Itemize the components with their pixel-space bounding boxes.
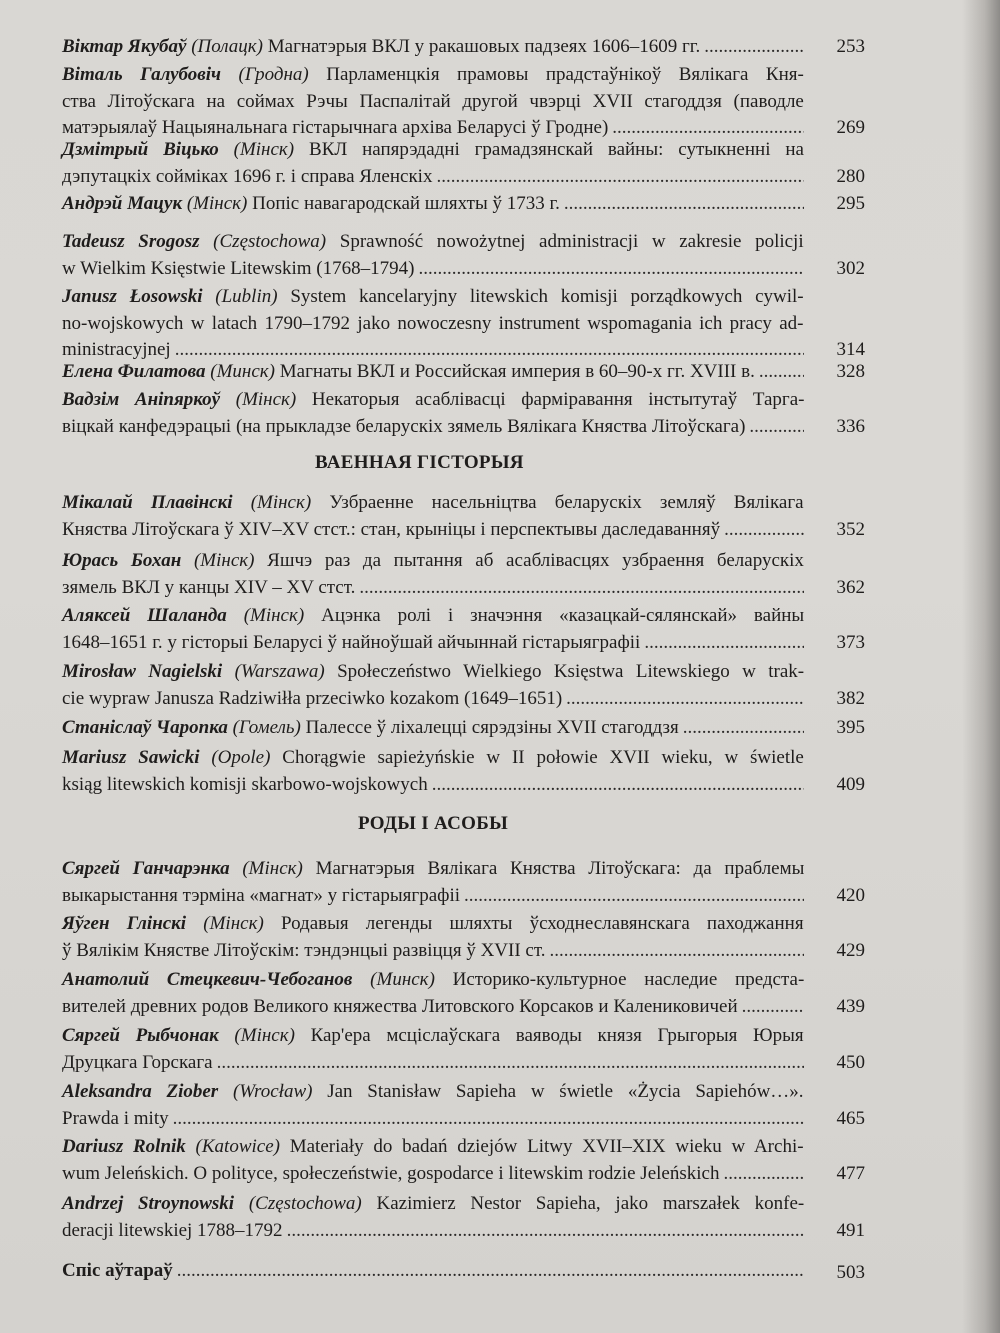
entry-city: (Гомель) xyxy=(232,717,301,738)
leader-dots xyxy=(724,517,804,544)
toc-entry[interactable] xyxy=(62,1134,804,1187)
entry-city: (Мінск) xyxy=(186,193,248,214)
page-number: 295 xyxy=(836,193,865,214)
entry-title-text: no-wojskowych w latach 1790–1792 jako nowoczesny instrument wspomagania ich pracy ad- xyxy=(62,312,804,334)
entry-author: Віталь Галубовіч xyxy=(62,64,222,85)
entry-title-line xyxy=(62,659,804,686)
section-heading: ВАЕННАЯ ГІСТОРЫЯ xyxy=(315,452,524,473)
entry-city: (Мінск) xyxy=(193,550,255,571)
page-number: 362 xyxy=(836,576,865,598)
entry-title-text: 1648–1651 г. у гісторыі Беларусі ў найноўшай айчыннай гістарыяграфіі xyxy=(62,631,641,653)
entry-title-text: ministracyjnej xyxy=(62,339,171,360)
page-number: 439 xyxy=(836,995,865,1017)
leader-dots xyxy=(759,359,804,386)
entry-city: (Мінск) xyxy=(250,492,312,513)
toc-entry[interactable] xyxy=(62,191,804,218)
entry-title-line xyxy=(62,1079,804,1106)
entry-title-last-line xyxy=(62,1106,804,1133)
entry-title-text: Магнатэрыя Вялікага Княства Літоўскага: да праблемы xyxy=(315,858,805,879)
entry-city: (Opole) xyxy=(211,747,271,768)
entry-title-text: Княства Літоўскага ў XIV–XV стст.: стан, крыніцы і перспектывы даследаванняў xyxy=(62,518,721,540)
entry-title-text: ў Вялікім Княстве Літоўскім: тэндэнцыі развіцця ў XVII ст. xyxy=(62,939,546,961)
entry-title-line xyxy=(62,1191,804,1218)
entry-title-last-line xyxy=(62,575,804,602)
entry-city: (Мінск) xyxy=(243,605,305,626)
entry-title-line xyxy=(62,137,804,164)
toc-entry[interactable] xyxy=(62,1023,804,1076)
entry-title-last-line xyxy=(62,414,804,441)
leader-dots xyxy=(287,1218,804,1245)
entry-title-text: Парламенцкія прамовы прадстаўнікоў Вялікага Кня- xyxy=(326,64,804,85)
entry-title-last-line xyxy=(62,34,804,61)
toc-entry[interactable] xyxy=(62,715,804,742)
toc-entry[interactable] xyxy=(62,359,804,386)
entry-title-last-line xyxy=(62,1161,804,1188)
entry-title-text: Kazimierz Nestor Sapieha, jako marszałek konfe- xyxy=(376,1193,805,1214)
entry-title-text: Ацэнка ролі і значэння «казацкай-сялянскай» вайны xyxy=(321,605,805,626)
page-number: 253 xyxy=(836,36,865,57)
entry-title-last-line xyxy=(62,191,804,218)
entry-title-text: Магнатэрыя ВКЛ у ракашовых падзеях 1606–1609 гг. xyxy=(267,36,701,57)
entry-city: (Warszawa) xyxy=(234,661,325,682)
entry-title-text: Jan Stanisław Sapieha w świetle «Życia Sapiehów…». xyxy=(327,1081,804,1102)
toc-entry[interactable] xyxy=(62,603,804,656)
entry-title-text: Родавыя легенды шляхты ўсходнеславянскага паходжання xyxy=(280,913,804,934)
entry-title-last-line xyxy=(62,686,804,713)
entry-city: (Katowice) xyxy=(195,1136,280,1157)
entry-city: (Lublin) xyxy=(215,286,278,307)
entry-title-line xyxy=(62,1023,804,1050)
page-number: 420 xyxy=(836,884,865,906)
toc-entry[interactable] xyxy=(62,387,804,440)
entry-title-last-line xyxy=(62,1218,804,1245)
entry-city: (Минск) xyxy=(210,361,275,382)
page-number: 503 xyxy=(836,1262,865,1283)
entry-title-line xyxy=(62,603,804,630)
entry-title-last-line xyxy=(62,938,804,965)
entry-author: Станіслаў Чаропка xyxy=(62,717,228,738)
page-edge-shadow xyxy=(962,0,1000,1333)
entry-author: Tadeusz Srogosz xyxy=(62,231,200,252)
entry-title-text: Materiały do badań dziejów Litwy XVII–XIX wieku w Archi- xyxy=(289,1136,804,1157)
entry-author: Аляксей Шаланда xyxy=(62,605,227,626)
entry-author: Вадзім Аніпяркоў xyxy=(62,389,221,410)
toc-entry[interactable] xyxy=(62,659,804,712)
entry-title-line xyxy=(62,490,804,517)
entry-title-text: віцкай канфедэрацыі (на прыкладзе беларускіх зямель Вялікага Княства Літоўскага) xyxy=(62,415,746,437)
leader-dots xyxy=(566,686,804,713)
entry-title-line xyxy=(62,89,804,116)
entry-title-text: deracji litewskiej 1788–1792 xyxy=(62,1219,283,1241)
entry-title-last-line xyxy=(62,517,804,544)
entry-title-text: Попіс навагародскай шляхты ў 1733 г. xyxy=(252,193,560,214)
entry-title-last-line xyxy=(62,715,804,742)
entry-city: (Мінск) xyxy=(203,913,264,934)
entry-city: (Мінск) xyxy=(233,139,295,160)
entry-city: (Мінск) xyxy=(234,1025,295,1046)
page-number: 352 xyxy=(836,518,865,540)
toc-entry[interactable] xyxy=(62,745,804,798)
entry-title-text: ВКЛ напярэдадні грамадзянскай вайны: сутыкненні на xyxy=(309,139,804,160)
entry-title-text: Историко-культурное наследие предста- xyxy=(452,969,805,990)
entry-author: Сяргей Рыбчонак xyxy=(62,1025,219,1046)
toc-entry[interactable] xyxy=(62,229,804,282)
toc-entry[interactable] xyxy=(62,1191,804,1244)
toc-entry[interactable] xyxy=(62,911,804,964)
entry-author: Віктар Якубаў xyxy=(62,36,187,57)
entry-author: Dariusz Rolnik xyxy=(62,1136,186,1157)
entry-title-text: Палессе ў ліхалецці сярэдзіны XVII стагоддзя xyxy=(305,717,679,738)
page-number: 328 xyxy=(836,361,865,382)
authors-list-entry[interactable] xyxy=(62,1260,804,1282)
entry-title-text: cie wypraw Janusza Radziwiłła przeciwko kozakom (1649–1651) xyxy=(62,687,563,709)
toc-entry[interactable] xyxy=(62,34,804,61)
leader-dots xyxy=(549,938,804,965)
entry-city: (Częstochowa) xyxy=(213,231,327,252)
entry-title-line xyxy=(62,745,804,772)
entry-author: Mirosław Nagielski xyxy=(62,661,223,682)
page-number: 395 xyxy=(836,717,865,738)
page-number: 491 xyxy=(836,1219,865,1241)
page-number: 373 xyxy=(836,631,865,653)
entry-title-text: Узбраенне насельніцтва беларускіх земляў Вялікага xyxy=(329,492,804,513)
entry-title-text: ksiąg litewskich komisji skarbowo-wojskowych xyxy=(62,773,428,795)
entry-author: Janusz Łosowski xyxy=(62,286,203,307)
authors-list-label: Спіс аўтараў xyxy=(62,1260,173,1281)
entry-city: (Гродна) xyxy=(238,64,309,85)
entry-title-line xyxy=(62,229,804,256)
entry-author: Андрэй Мацук xyxy=(62,193,183,214)
entry-city: (Минск) xyxy=(370,969,435,990)
page-number: 302 xyxy=(836,257,865,279)
entry-title-last-line xyxy=(62,164,804,191)
section-heading: РОДЫ І АСОБЫ xyxy=(358,813,509,834)
entry-title-text: выкарыстання тэрміна «магнат» у гістарыяграфіі xyxy=(62,884,461,906)
leader-dots xyxy=(436,164,804,191)
entry-title-line xyxy=(62,62,804,89)
leader-dots xyxy=(177,1260,804,1282)
entry-author: Mariusz Sawicki xyxy=(62,747,200,768)
entry-title-last-line xyxy=(62,630,804,657)
leader-dots xyxy=(173,1106,804,1133)
leader-dots xyxy=(644,630,804,657)
entry-author: Яўген Глінскі xyxy=(62,913,187,934)
page-number: 465 xyxy=(836,1107,865,1129)
entry-title-text: Друцкага Горскага xyxy=(62,1051,213,1073)
toc-entry[interactable] xyxy=(62,62,804,142)
entry-title-line xyxy=(62,548,804,575)
entry-title-text: Sprawność nowożytnej administracji w zakresie policji xyxy=(339,231,804,252)
entry-title-text: ства Літоўскага на соймах Рэчы Паспалітай другой чвэрці XVII стагоддзя (паводле xyxy=(62,90,804,112)
entry-author: Анатолий Стецкевич-Чебоганов xyxy=(62,969,353,990)
leader-dots xyxy=(723,1161,804,1188)
page-number: 382 xyxy=(836,687,865,709)
entry-title-line xyxy=(62,1134,804,1161)
entry-title-last-line xyxy=(62,772,804,799)
entry-title-text: дэпутацкіх сойміках 1696 г. і справа Яленскіх xyxy=(62,165,433,187)
entry-title-text: вителей древних родов Великого княжества Литовского Корсаков и Калениковичей xyxy=(62,995,738,1017)
entry-author: Юрась Бохан xyxy=(62,550,182,571)
entry-title-text: Chorągwie sapieżyńskie w II połowie XVII wieku, w świetle xyxy=(282,747,804,768)
entry-title-line xyxy=(62,311,804,338)
leader-dots xyxy=(359,575,804,602)
entry-title-text: зямель ВКЛ у канцы XIV – XV стст. xyxy=(62,576,356,598)
entry-city: (Wrocław) xyxy=(232,1081,313,1102)
entry-title-line xyxy=(62,856,804,883)
toc-entry[interactable] xyxy=(62,548,804,601)
leader-dots xyxy=(464,883,804,910)
page-number: 429 xyxy=(836,939,865,961)
entry-author: Aleksandra Ziober xyxy=(62,1081,219,1102)
entry-author: Елена Филатова xyxy=(62,361,206,382)
entry-title-line xyxy=(62,911,804,938)
entry-title-text: wum Jeleńskich. O polityce, społeczeństwie, gospodarce i litewskim rodzie Jeleńskich xyxy=(62,1162,720,1184)
entry-author: Сяргей Ганчарэнка xyxy=(62,858,230,879)
entry-title-text: Яшчэ раз да пытання аб асаблівасцях узбраення беларускіх xyxy=(267,550,804,571)
entry-city: (Мінск) xyxy=(242,858,303,879)
leader-dots xyxy=(704,34,804,61)
entry-title-last-line xyxy=(62,256,804,283)
leader-dots xyxy=(683,715,804,742)
entry-title-last-line xyxy=(62,359,804,386)
entry-city: (Полацк) xyxy=(191,36,263,57)
entry-title-text: Некаторыя асаблівасці фарміравання інстытутаў Тарга- xyxy=(311,389,805,410)
entry-author: Andrzej Stroynowski xyxy=(62,1193,235,1214)
entry-title-last-line xyxy=(62,994,804,1021)
entry-title-text: w Wielkim Księstwie Litewskim (1768–1794) xyxy=(62,257,415,279)
entry-title-text: System kancelaryjny litewskich komisji porządkowych cywil- xyxy=(290,286,804,307)
leader-dots xyxy=(418,256,804,283)
page-number: 269 xyxy=(836,117,865,138)
page-number: 280 xyxy=(836,165,865,187)
page-number: 336 xyxy=(836,415,865,437)
leader-dots xyxy=(749,414,804,441)
entry-author: Дзмітрый Віцько xyxy=(62,139,219,160)
entry-title-text: Магнаты ВКЛ и Российская империя в 60–90-х гг. XVIII в. xyxy=(279,361,755,382)
page-number: 450 xyxy=(836,1051,865,1073)
page-number: 477 xyxy=(836,1162,865,1184)
entry-title-text: Prawda i mity xyxy=(62,1107,169,1129)
entry-title-last-line xyxy=(62,883,804,910)
page-number: 314 xyxy=(836,339,865,360)
entry-author: Мікалай Плавінскі xyxy=(62,492,233,513)
entry-title-line xyxy=(62,967,804,994)
entry-title-last-line xyxy=(62,1050,804,1077)
toc-entry[interactable] xyxy=(62,284,804,364)
toc-entry[interactable] xyxy=(62,967,804,1020)
entry-title-text: Кар'ера мсціслаўскага ваяводы князя Грыгорыя Юрыя xyxy=(310,1025,804,1046)
page-number: 409 xyxy=(836,773,865,795)
entry-title-line xyxy=(62,284,804,311)
entry-title-text: матэрыялаў Нацыянальнага гістарычнага архіва Беларусі ў Гродне) xyxy=(62,117,609,138)
leader-dots xyxy=(564,191,804,218)
leader-dots xyxy=(432,772,804,799)
toc-entry[interactable] xyxy=(62,490,804,543)
entry-title-text: Społeczeństwo Wielkiego Księstwa Litewskiego w trak- xyxy=(337,661,805,682)
toc-entry[interactable] xyxy=(62,137,804,190)
entry-title-line xyxy=(62,387,804,414)
leader-dots xyxy=(217,1050,804,1077)
entry-city: (Częstochowa) xyxy=(248,1193,362,1214)
toc-entry[interactable] xyxy=(62,1079,804,1132)
leader-dots xyxy=(742,994,804,1021)
entry-city: (Мінск) xyxy=(235,389,297,410)
toc-entry[interactable] xyxy=(62,856,804,909)
